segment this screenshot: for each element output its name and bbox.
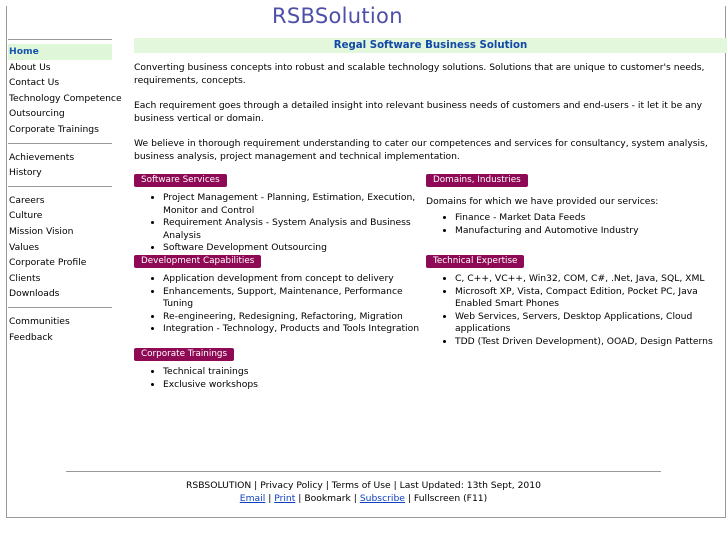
sidebar-item-about-us[interactable]: About Us bbox=[9, 61, 51, 73]
nav-divider bbox=[8, 143, 112, 144]
sidebar-item-home[interactable]: Home bbox=[8, 44, 112, 60]
list-item: • Finance - Market Data Feeds bbox=[455, 212, 722, 225]
section-heading: Technical Expertise bbox=[426, 255, 524, 268]
footer-separator: | bbox=[298, 492, 302, 504]
intro-paragraph: Each requirement goes through a detailed insight into relevant business needs of customers and end-users - it let it be any business vertical or domain. bbox=[134, 100, 703, 124]
fullscreen-text[interactable]: Fullscreen (F11) bbox=[413, 492, 488, 504]
footer-links-row: RSBSOLUTION | Privacy Policy | Terms of Use | Last Updated: 13th Sept, 2010 bbox=[186, 480, 541, 491]
list-item: • Requirement Analysis - System Analysis and Business Analysis bbox=[163, 217, 424, 242]
list-item: • Microsoft XP, Vista, Compact Edition, Pocket PC, Java Enabled Smart Phones bbox=[455, 286, 724, 311]
intro-text bbox=[134, 61, 722, 175]
footer-separator: | bbox=[407, 492, 411, 504]
sidebar-item-corporate-trainings[interactable]: Corporate Trainings bbox=[9, 123, 99, 135]
sidebar-item-downloads[interactable]: Downloads bbox=[9, 288, 60, 300]
list-item: • TDD (Test Driven Development), OOAD, Design Patterns bbox=[455, 336, 724, 349]
intro-paragraph: Converting business concepts into robust and scalable technology solutions. Solutions that are unique to customer's needs, requirements, concepts. bbox=[134, 62, 705, 86]
list-item: • Project Management - Planning, Estimation, Execution, Monitor and Control bbox=[163, 192, 424, 217]
footer-divider bbox=[66, 471, 661, 472]
print-link[interactable]: Print bbox=[274, 492, 296, 504]
nav-divider bbox=[8, 186, 112, 187]
list-item: • Manufacturing and Automotive Industry bbox=[455, 225, 722, 238]
email-link[interactable]: Email bbox=[239, 492, 266, 504]
subscribe-link[interactable]: Subscribe bbox=[359, 492, 405, 504]
development-section bbox=[134, 255, 424, 336]
page-title: Regal Software Business Solution bbox=[134, 38, 727, 53]
nav-divider bbox=[8, 307, 112, 308]
sidebar-item-outsourcing[interactable]: Outsourcing bbox=[9, 108, 65, 120]
section-heading: Software Services bbox=[134, 174, 227, 187]
intro-paragraph: We believe in thorough requirement understanding to cater our competences and services for consultancy, system analysis, business analysis, project management and technical implementation. bbox=[134, 138, 708, 162]
trainings-section bbox=[134, 348, 424, 391]
section-heading: Domains, Industries bbox=[426, 174, 528, 187]
sidebar-item-communities[interactable]: Communities bbox=[9, 315, 70, 327]
nav-divider bbox=[8, 39, 112, 40]
list-item: • C, C++, VC++, Win32, COM, C#, .Net, Java, SQL, XML bbox=[455, 273, 724, 286]
sidebar-item-achievements[interactable]: Achievements bbox=[9, 151, 75, 163]
list-item: • Enhancements, Support, Maintenance, Performance Tuning bbox=[163, 286, 424, 311]
sidebar-nav bbox=[8, 36, 122, 345]
domains-intro: Domains for which we have provided our services: bbox=[426, 196, 659, 207]
sidebar-item-culture[interactable]: Culture bbox=[9, 210, 43, 222]
domains-section bbox=[426, 174, 722, 237]
footer-actions-row bbox=[66, 493, 661, 506]
software-services-section bbox=[134, 174, 424, 255]
sidebar-item-corporate-profile[interactable]: Corporate Profile bbox=[9, 257, 87, 269]
list-item: • Re-engineering, Redesigning, Refactoring, Migration bbox=[163, 311, 424, 324]
footer-separator: | bbox=[353, 492, 357, 504]
sidebar-item-clients[interactable]: Clients bbox=[9, 272, 41, 284]
site-logo[interactable]: RSBSolution bbox=[272, 4, 403, 28]
list-item: • Exclusive workshops bbox=[163, 379, 424, 392]
list-item: • Technical trainings bbox=[163, 366, 424, 379]
footer-separator: | bbox=[268, 492, 272, 504]
sidebar-item-history[interactable]: History bbox=[9, 167, 42, 179]
list-item: • Software Development Outsourcing bbox=[163, 242, 424, 255]
sidebar-item-technology-competence[interactable]: Technology Competence bbox=[9, 92, 122, 104]
section-heading: Development Capabilities bbox=[134, 255, 261, 268]
list-item: • Web Services, Servers, Desktop Applications, Cloud applications bbox=[455, 311, 724, 336]
sidebar-item-mission-vision[interactable]: Mission Vision bbox=[9, 225, 74, 237]
section-heading: Corporate Trainings bbox=[134, 348, 234, 361]
sidebar-item-values[interactable]: Values bbox=[9, 241, 40, 253]
list-item: • Integration - Technology, Products and Tools Integration bbox=[163, 323, 424, 336]
bookmark-text[interactable]: Bookmark bbox=[304, 492, 351, 504]
sidebar-item-feedback[interactable]: Feedback bbox=[9, 331, 53, 343]
list-item: • Application development from concept to delivery bbox=[163, 273, 424, 286]
technical-section bbox=[426, 255, 724, 349]
footer bbox=[66, 480, 661, 505]
sidebar-item-contact-us[interactable]: Contact Us bbox=[9, 77, 60, 89]
sidebar-item-careers[interactable]: Careers bbox=[9, 194, 45, 206]
